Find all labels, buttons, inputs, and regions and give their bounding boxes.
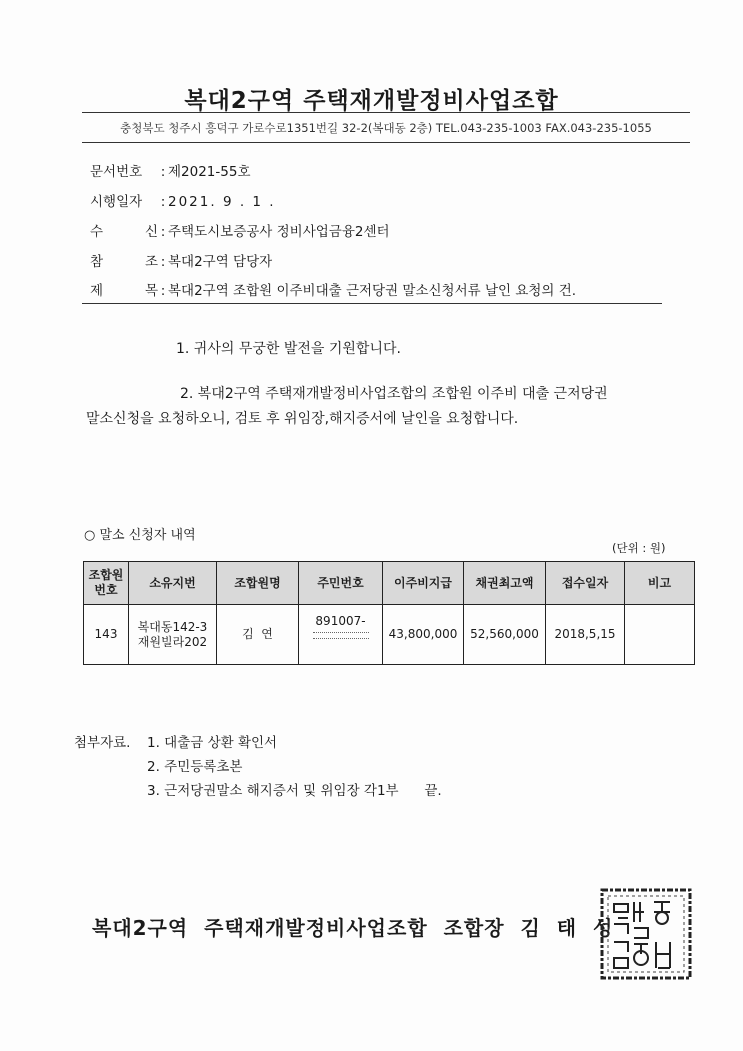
cell-member-no: 143 [84,605,129,665]
meta-to-label: 수 신 [90,224,158,240]
meta-ref-label: 참 조 [90,254,158,270]
col-header-max-claim: 채권최고액 [464,562,546,605]
col-header-resident-no: 주민번호 [299,562,383,605]
meta-ref: 참 조 : 복대2구역 담당자 [90,250,272,270]
body-paragraph-2-line-2: 말소신청을 요청하오니, 검토 후 위임장,해지증서에 날인을 요청합니다. [86,411,519,427]
attachment-item-1: 1. 대출금 상환 확인서 [147,735,278,751]
resident-no-visible: 891007- [315,614,366,628]
cell-relocation-payment: 43,800,000 [383,605,464,665]
meta-rule [82,303,662,304]
col-header-receipt-date: 접수일자 [546,562,625,605]
meta-to: 수 신 : 주택도시보증공사 정비사업금융2센터 [90,220,390,240]
meta-doc-no-label: 문서번호 [90,164,143,180]
table-row [84,605,695,665]
header-rule-bottom [82,142,690,143]
cell-max-claim: 52,560,000 [464,605,546,665]
cell-resident-no [299,605,383,665]
cell-receipt-date: 2018,5,15 [546,605,625,665]
cell-lot-no: 복대동142-3 재원빌라202 [129,605,217,665]
meta-doc-no: 문서번호 : 제2021-55호 [90,160,251,180]
table-header-row [84,562,695,605]
meta-subject: 제 목 : 복대2구역 조합원 이주비대출 근저당권 말소신청서류 날인 요청의 건. [90,279,576,299]
meta-date-value: 2021. 9 . 1 . [168,194,276,210]
body-paragraph-2-line-1: 2. 복대2구역 주택재개발정비사업조합의 조합원 이주비 대출 근저당권 [180,386,608,402]
meta-date-label: 시행일자 [90,194,143,210]
col-header-member-no: 조합원 번호 [84,562,129,605]
cell-member-name: 김 연 [217,605,299,665]
meta-to-value: 주택도시보증공사 정비사업금융2센터 [168,224,390,240]
resident-no-redaction [313,632,369,639]
cell-remarks [625,605,695,665]
meta-subject-label: 제 목 [90,283,158,299]
org-address: 충청북도 청주시 흥덕구 가로수로1351번길 32-2(복대동 2층) TEL.043-235-1003 FAX.043-235-1055 [120,121,652,135]
official-seal-stamp [600,888,692,980]
col-header-lot-no: 소유지번 [129,562,217,605]
applicants-table [83,561,695,665]
issuer-signature: 복대2구역 주택재개발정비사업조합 조합장 김 태 성 [92,916,614,940]
attachments-label: 첨부자료. [74,735,131,751]
org-title: 복대2구역 주택재개발정비사업조합 [184,88,559,114]
col-header-relocation-payment: 이주비지급 [383,562,464,605]
attachment-item-2: 2. 주민등록초본 [147,759,243,775]
meta-date: 시행일자 : 2021. 9 . 1 . [90,190,276,210]
attachment-item-3: 3. 근저당권말소 해지증서 및 위임장 각1부 끝. [147,783,442,799]
col-header-remarks: 비고 [625,562,695,605]
meta-ref-value: 복대2구역 담당자 [168,254,273,270]
meta-subject-value: 복대2구역 조합원 이주비대출 근저당권 말소신청서류 날인 요청의 건. [168,283,577,299]
col-header-member-name: 조합원명 [217,562,299,605]
body-paragraph-1: 1. 귀사의 무궁한 발전을 기원합니다. [176,341,401,357]
applicants-heading: ○ 말소 신청자 내역 [84,528,196,543]
header-rule-top [82,112,690,113]
applicants-unit: (단위 : 원) [612,541,666,555]
meta-doc-no-value: 제2021-55호 [168,164,251,180]
